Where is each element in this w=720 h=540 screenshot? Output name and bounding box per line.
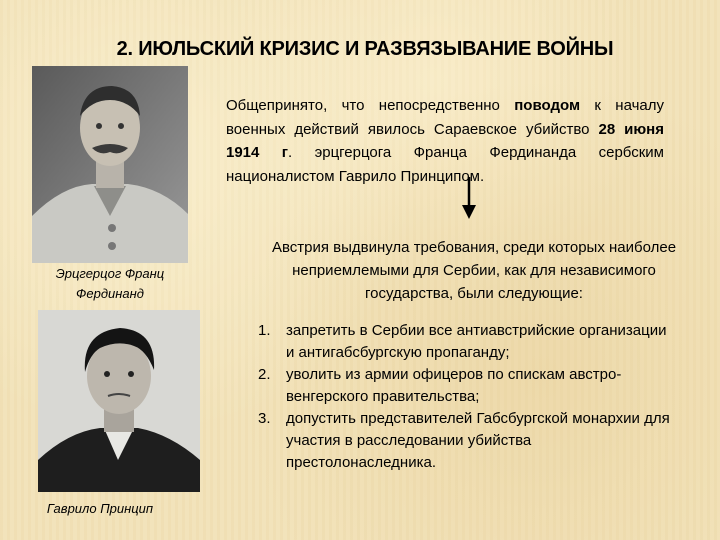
down-arrow-icon [459, 177, 479, 219]
list-item: 1. запретить в Сербии все антиавстрийские организации и антигабсбургскую пропаганду; [258, 322, 667, 361]
intro-paragraph: Общепринято, что непосредственно поводом к началу военных действий явилось Сараевское убийство 28 июня 1914 г. эрцгерцога Франца Фердинанда сербским националистом Гаврило Принципом. [226, 97, 665, 185]
emphasis-date: 28 июня 1914 г [226, 120, 664, 161]
list-item: 2. уволить из армии офицеров по спискам австро-венгерского правительства; [258, 366, 622, 405]
portrait-franz-ferdinand [32, 66, 188, 263]
slide-title: 2. ИЮЛЬСКИЙ КРИЗИС И РАЗВЯЗЫВАНИЕ ВОЙНЫ [116, 38, 614, 60]
caption-gavrilo-princip: Гаврило Принцип [46, 501, 154, 516]
portrait-gavrilo-princip [38, 310, 200, 492]
caption-franz-ferdinand: Эрцгерцог Франц Фердинанд [55, 266, 165, 301]
list-item: 3. допустить представителей Габсбургской монархии для участия в расследовании убийства престолонаследника. [258, 410, 670, 471]
demands-intro: Австрия выдвинула требования, среди которых наиболее неприемлемыми для Сербии, как для независимого государства, были следующие: [271, 239, 677, 302]
demands-list [258, 320, 678, 474]
emphasis-povod: поводом [514, 97, 581, 114]
